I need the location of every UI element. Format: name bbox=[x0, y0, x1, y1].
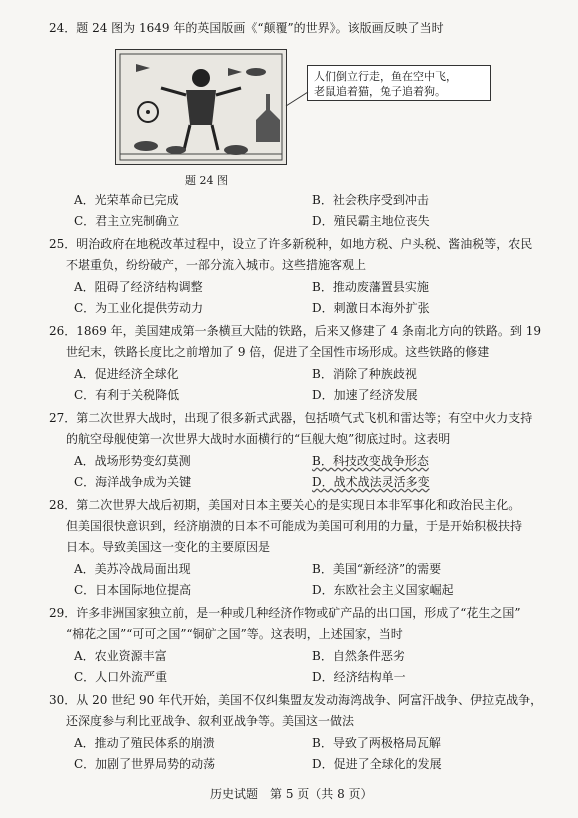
q24-option-c: C．君主立宪制确立 bbox=[74, 214, 180, 228]
q25-line-2: 不堪重负，纷纷破产，一部分流入城市。这些措施客观上 bbox=[66, 258, 367, 272]
q27-option-c: C．海洋战争成为关键 bbox=[74, 475, 192, 489]
q26-option-b: B．消除了种族歧视 bbox=[312, 367, 417, 381]
bubble-line-1: 人们倒立行走，鱼在空中飞， bbox=[314, 70, 457, 83]
q26-option-c: C．有利于关税降低 bbox=[74, 388, 180, 402]
q30-line-1: 30．从 20 世纪 90 年代开始，美国不仅纠集盟友发动海湾战争、阿富汗战争、伊拉克战争， bbox=[49, 693, 543, 707]
q29-line-2: “棉花之国”“可可之国”“铜矿之国”等。这表明，上述国家，当时 bbox=[66, 627, 403, 641]
q27-option-d: D．战术战法灵活多变 bbox=[312, 475, 430, 489]
q28-option-d: D．东欧社会主义国家崛起 bbox=[312, 583, 454, 597]
q26-option-d: D．加速了经济发展 bbox=[312, 388, 418, 402]
q25-option-a: A．阻碍了经济结构调整 bbox=[74, 280, 203, 294]
q28-option-a: A．美苏冷战局面出现 bbox=[74, 562, 191, 576]
q28-option-b: B．美国“新经济”的需要 bbox=[312, 562, 442, 576]
woodcut-illustration bbox=[116, 50, 286, 164]
page-footer: 历史试题 第 5 页（共 8 页） bbox=[210, 787, 373, 801]
q24-option-d: D．殖民霸主地位丧失 bbox=[312, 214, 430, 228]
q29-option-a: A．农业资源丰富 bbox=[74, 649, 167, 663]
q25-option-b: B．推动废藩置县实施 bbox=[312, 280, 429, 294]
q27-line-2: 的航空母舰使第一次世界大战时水面横行的“巨舰大炮”彻底过时。这表明 bbox=[66, 432, 451, 446]
q26-option-a: A．促进经济全球化 bbox=[74, 367, 179, 381]
q24-stem: 24．题 24 图为 1649 年的英国版画《“颠覆”的世界》。该版画反映了当时 bbox=[49, 21, 444, 35]
figure-caption: 题 24 图 bbox=[185, 174, 228, 187]
q30-option-d: D．促进了全球化的发展 bbox=[312, 757, 442, 771]
q28-line-2: 但美国很快意识到，经济崩溃的日本不可能成为美国可利用的力量，于是开始积极扶持 bbox=[66, 519, 523, 533]
q28-option-c: C．日本国际地位提高 bbox=[74, 583, 192, 597]
q28-line-3: 日本。导致美国这一变化的主要原因是 bbox=[66, 540, 271, 554]
q24-option-a: A．光荣革命已完成 bbox=[74, 193, 179, 207]
q30-option-b: B．导致了两极格局瓦解 bbox=[312, 736, 441, 750]
q30-option-a: A．推动了殖民体系的崩溃 bbox=[74, 736, 215, 750]
q27-option-b: B．科技改变战争形态 bbox=[312, 454, 429, 468]
q29-option-b: B．自然条件恶劣 bbox=[312, 649, 405, 663]
q28-line-1: 28．第二次世界大战后初期，美国对日本主要关心的是实现日本非军事化和政治民主化。 bbox=[49, 498, 521, 512]
q25-line-1: 25．明治政府在地税改革过程中，设立了许多新税种，如地方税、户头税、酱油税等，农民 bbox=[49, 237, 533, 251]
q25-option-d: D．刺激日本海外扩张 bbox=[312, 301, 430, 315]
q24-option-b: B．社会秩序受到冲击 bbox=[312, 193, 429, 207]
q30-option-c: C．加剧了世界局势的动荡 bbox=[74, 757, 216, 771]
q29-option-c: C．人口外流严重 bbox=[74, 670, 168, 684]
woodcut-figure bbox=[115, 49, 287, 165]
bubble-pointer bbox=[284, 90, 310, 110]
q26-line-2: 世纪末，铁路长度比之前增加了 9 倍，促进了全国性市场形成。这些铁路的修建 bbox=[66, 345, 490, 359]
q25-option-c: C．为工业化提供劳动力 bbox=[74, 301, 204, 315]
speech-bubble bbox=[307, 65, 491, 101]
q29-line-1: 29．许多非洲国家独立前，是一种或几种经济作物或矿产品的出口国，形成了“花生之国” bbox=[49, 606, 521, 620]
bubble-line-2: 老鼠追着猫，兔子追着狗。 bbox=[314, 85, 446, 98]
q29-option-d: D．经济结构单一 bbox=[312, 670, 406, 684]
q27-option-a: A．战场形势变幻莫测 bbox=[74, 454, 191, 468]
q27-line-1: 27．第二次世界大战时，出现了很多新式武器，包括喷气式飞机和雷达等；有空中火力支持 bbox=[49, 411, 533, 425]
q26-line-1: 26．1869 年，美国建成第一条横亘大陆的铁路，后来又修建了 4 条南北方向的铁路。到 19 bbox=[49, 324, 541, 338]
q30-line-2: 还深度参与利比亚战争、叙利亚战争等。美国这一做法 bbox=[66, 714, 355, 728]
